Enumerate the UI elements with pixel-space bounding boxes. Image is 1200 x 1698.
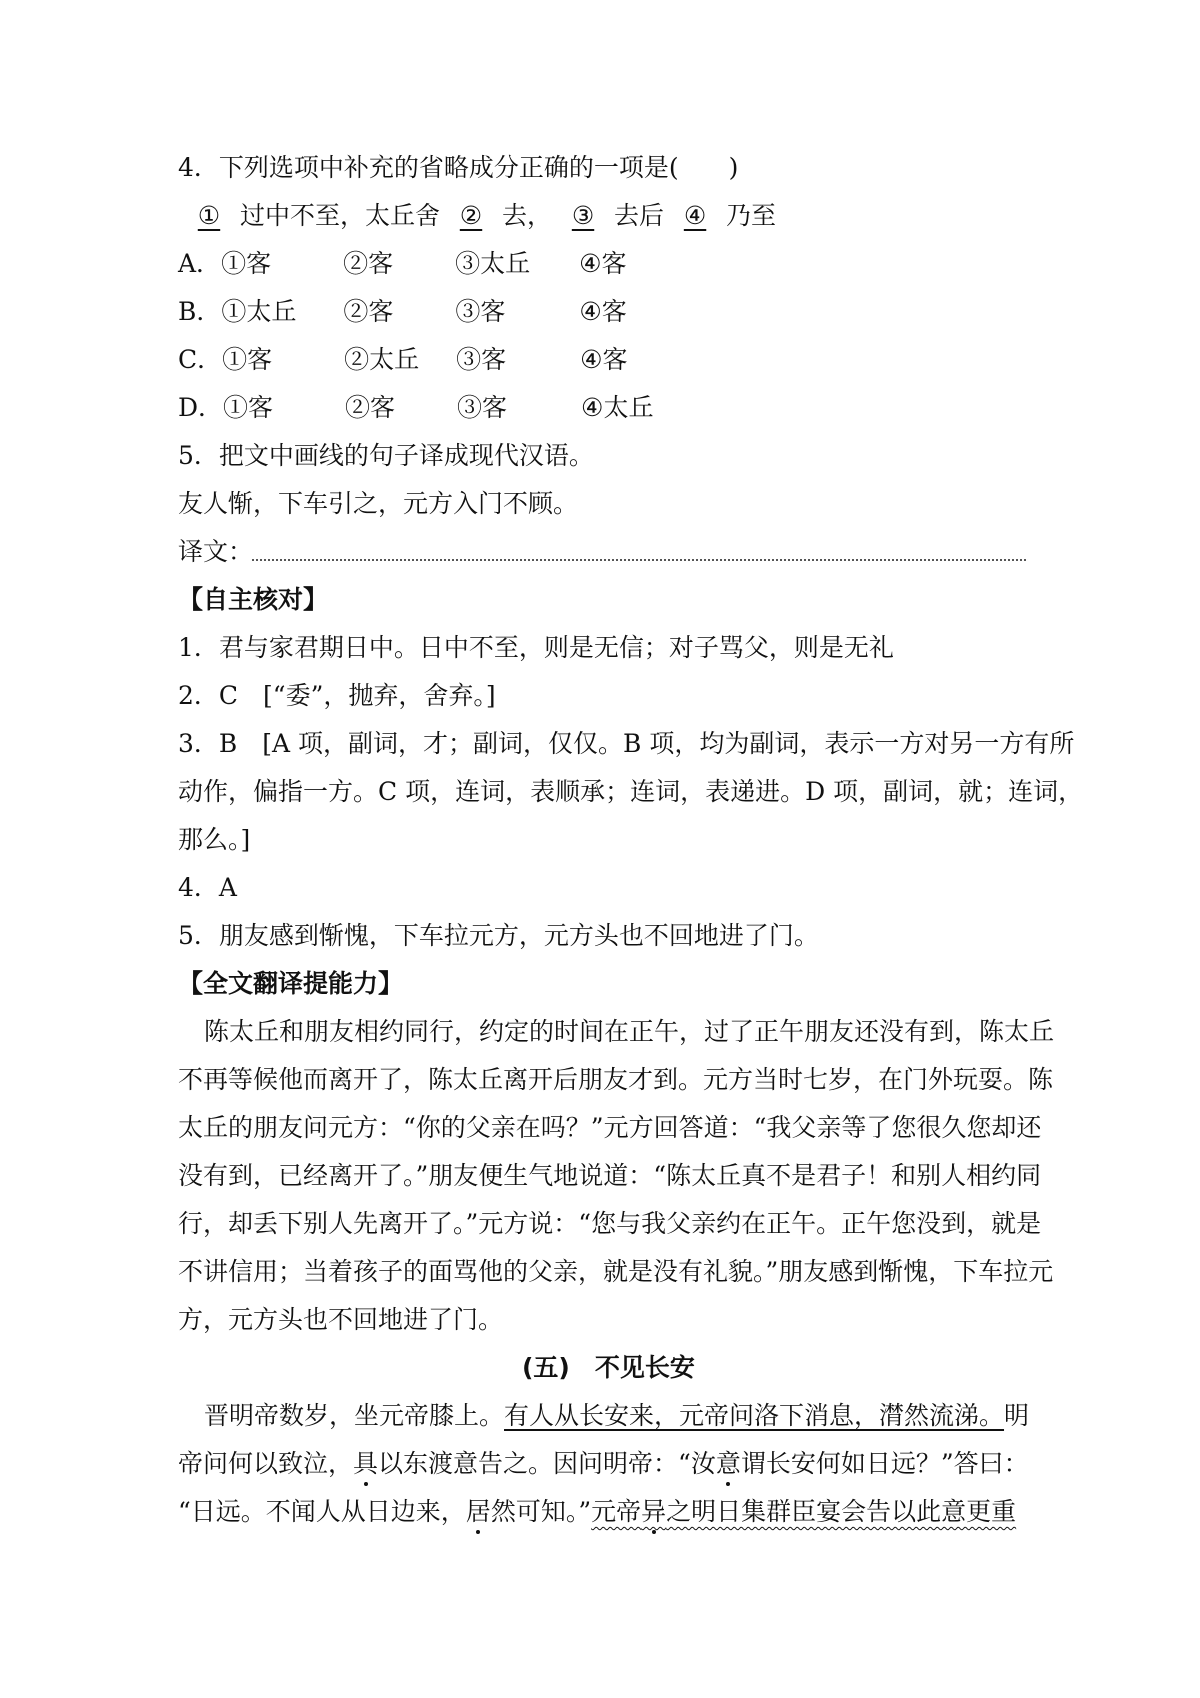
check-answer-3-end: 那么。] [178, 825, 251, 854]
translation-line: 方，元方头也不回地进了门。 [178, 1305, 504, 1334]
dotted-char: 异 [641, 1497, 667, 1526]
passage-text: 元帝 [591, 1497, 642, 1526]
sentence-part-3: 去后 [614, 201, 665, 230]
option-choice: ②太丘 [344, 345, 420, 374]
q4-option-a [178, 246, 1028, 282]
passage-text: 之明日集群臣宴会告以此意更重 [666, 1497, 1017, 1526]
passage-text: 谓长安何如日远？”答曰： [740, 1449, 1029, 1478]
q4-stem: 4．下列选项中补充的省略成分正确的一项是( ) [178, 153, 739, 182]
option-label: D． [178, 393, 224, 422]
passage-line-1 [204, 1398, 1054, 1434]
option-choice: ③太丘 [455, 249, 531, 278]
passage-text: 以东渡意告之。因问明帝：“汝 [378, 1449, 716, 1478]
q4-option-c [178, 342, 1028, 378]
blank-2: ② [459, 201, 483, 230]
option-choice: ②客 [343, 297, 394, 326]
option-choice: ③客 [456, 345, 507, 374]
check-answer-3: 3．B [A 项，副词，才；副词，仅仅。B 项，均为副词，表示一方对另一方有所 [178, 729, 1075, 758]
option-label: A． [178, 249, 222, 278]
check-answer-5: 5．朋友感到惭愧，下车拉元方，元方头也不回地进了门。 [178, 921, 819, 950]
translation-line: 太丘的朋友问元方：“你的父亲在吗？”元方回答道：“我父亲等了您很久您却还 [178, 1113, 1042, 1142]
answer-line[interactable] [252, 559, 1026, 561]
underlined-sentence: 有人从长安来，元帝问洛下消息，潸然流涕。 [504, 1401, 1005, 1430]
check-answer-1: 1．君与家君期日中。日中不至，则是无信；对子骂父，则是无礼 [178, 633, 894, 662]
option-label: C． [178, 345, 223, 374]
section-title: (五) 不见长安 [522, 1353, 695, 1382]
check-answer-2: 2．C [“委”，抛弃，舍弃。] [178, 681, 496, 710]
sentence-part-1: 过中不至，太丘舍 [240, 201, 441, 230]
option-choice: ②客 [345, 393, 396, 422]
option-choice: ②客 [343, 249, 394, 278]
option-choice: ④太丘 [581, 393, 654, 422]
option-choice: ③客 [457, 393, 508, 422]
translation-line: 不再等候他而离开了，陈太丘离开后朋友才到。元方当时七岁，在门外玩耍。陈 [178, 1065, 1054, 1094]
passage-line-3 [178, 1494, 1028, 1530]
passage-text: 晋明帝数岁，坐元帝膝上。 [204, 1401, 505, 1430]
option-choice: ①客 [222, 345, 273, 374]
option-choice: ③客 [455, 297, 506, 326]
passage-text: 然可知。” [490, 1497, 592, 1526]
blank-1: ① [197, 201, 221, 230]
q5-answer-label: 译文： [178, 537, 254, 566]
wavy-underlined-sentence [591, 1497, 1016, 1526]
check-answer-3-cont: 动作，偏指一方。C 项，连词，表顺承；连词，表递进。D 项，副词，就；连词， [178, 777, 1084, 806]
passage-text: “日远。不闻人从日边来， [178, 1497, 466, 1526]
q5-stem: 5．把文中画线的句子译成现代汉语。 [178, 441, 594, 470]
translation-title: 【全文翻译提能力】 [178, 969, 404, 998]
option-choice: ①太丘 [221, 297, 297, 326]
dotted-char: 居 [465, 1497, 491, 1526]
translation-line: 行，却丢下别人先离开了。”元方说：“您与我父亲约在正午。正午您没到，就是 [178, 1209, 1042, 1238]
blank-3: ③ [571, 201, 595, 230]
translation-line: 没有到，已经离开了。”朋友便生气地说道：“陈太丘真不是君子！和别人相约同 [178, 1161, 1042, 1190]
option-choice: ①客 [221, 249, 272, 278]
translation-line: 陈太丘和朋友相约同行，约定的时间在正午，过了正午朋友还没有到，陈太丘 [204, 1017, 1055, 1046]
sentence-part-2: 去， [502, 201, 553, 230]
check-answer-4: 4．A [178, 873, 237, 902]
q4-option-d [178, 390, 1028, 426]
check-title: 【自主核对】 [178, 585, 329, 614]
q4-option-b [178, 294, 1028, 330]
sentence-part-4: 乃至 [726, 201, 777, 230]
q5-sentence: 友人惭，下车引之，元方入门不顾。 [178, 489, 579, 518]
passage-line-2 [178, 1446, 1028, 1482]
option-choice: ④客 [579, 249, 627, 278]
blank-4: ④ [683, 201, 707, 230]
dotted-char: 具 [353, 1449, 379, 1478]
option-choice: ④客 [580, 345, 628, 374]
option-choice: ④客 [579, 297, 627, 326]
q4-sentence [178, 198, 1028, 234]
dotted-char: 意 [715, 1449, 741, 1478]
translation-line: 不讲信用；当着孩子的面骂他的父亲，就是没有礼貌。”朋友感到惭愧，下车拉元 [178, 1257, 1054, 1286]
option-choice: ①客 [223, 393, 274, 422]
passage-text: 帝问何以致泣， [178, 1449, 354, 1478]
passage-text: 明 [1004, 1401, 1030, 1430]
option-label: B． [178, 297, 222, 326]
